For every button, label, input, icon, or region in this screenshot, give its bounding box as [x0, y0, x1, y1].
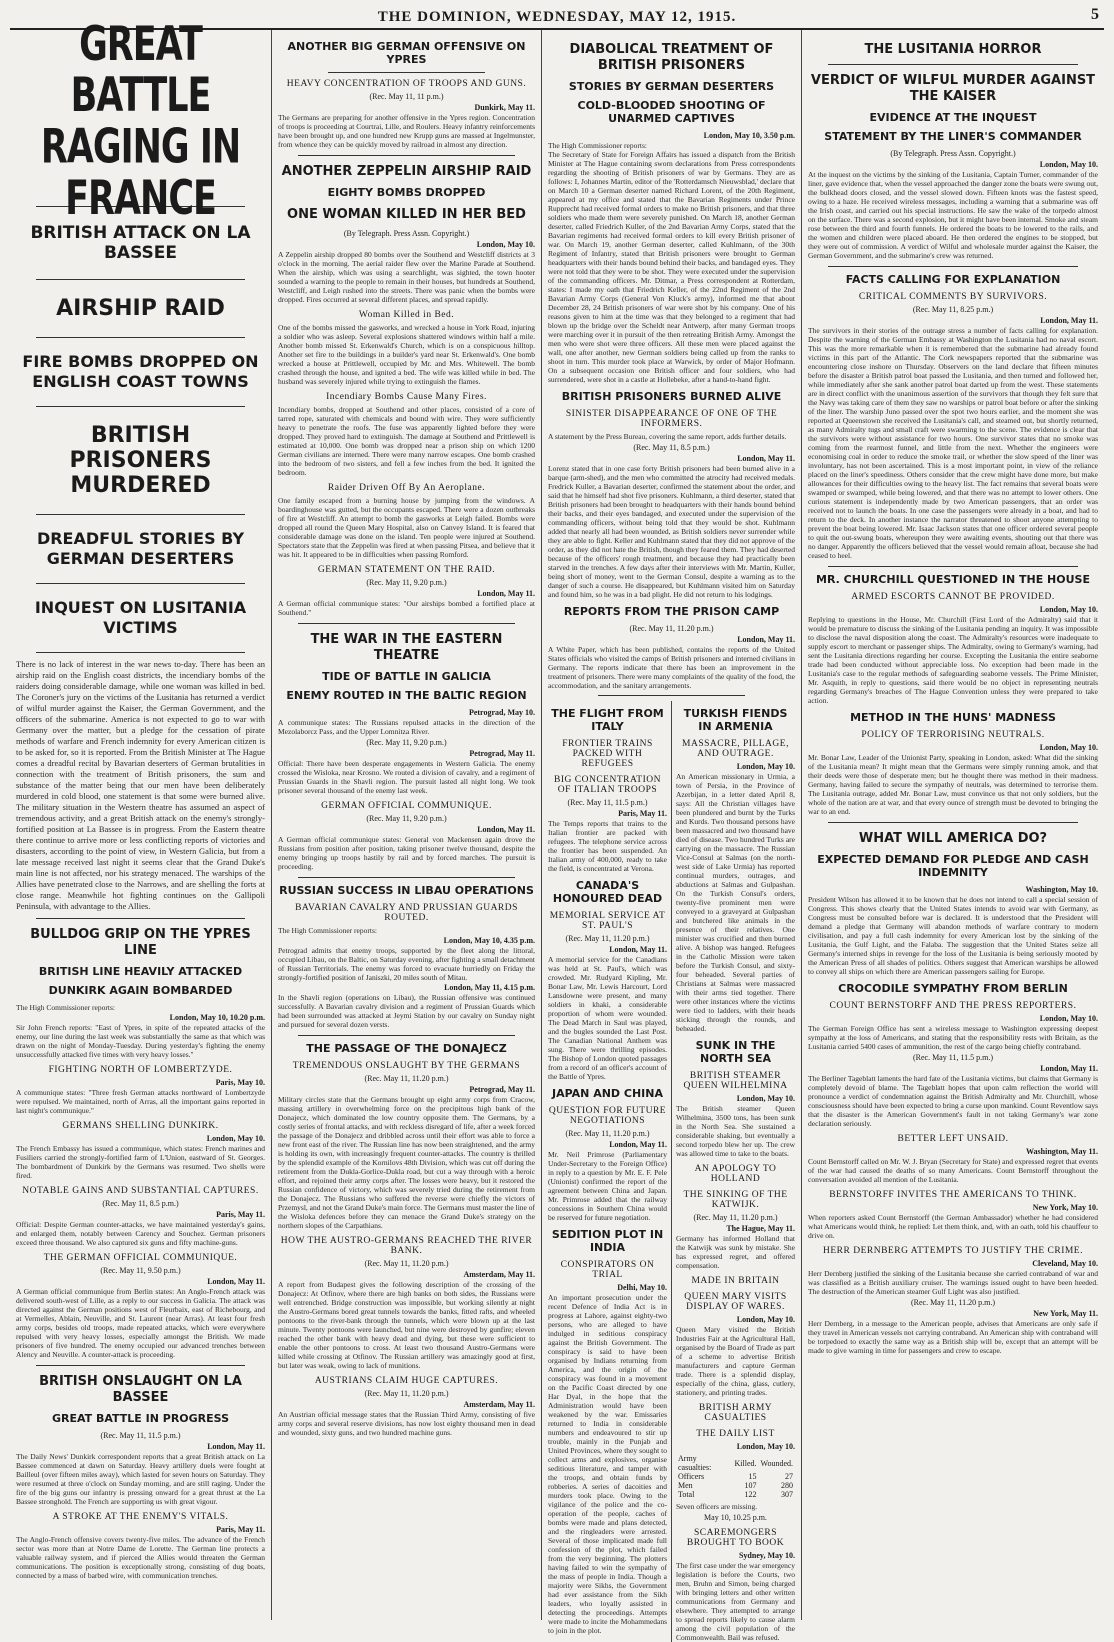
- table-cell: Killed.: [734, 1458, 757, 1468]
- sub-columns: [548, 701, 795, 1642]
- dateline: London, May 10.: [1039, 160, 1098, 169]
- table-header-row: [676, 1454, 795, 1472]
- subhead-lombertzyde: FIGHTING NORTH OF LOMBERTZYDE.: [48, 1065, 233, 1075]
- headline-prisoners-murdered: BRITISH PRISONERS MURDERED: [69, 423, 212, 498]
- article-text: Count Bernstorff called on Mr. W. J. Bryan (Secretary for State) and expressed regret that events of the war had caused the deaths of so many Americans. Count Bernstorff throughout the conversation avoided all mention of the Lusitania.: [808, 1157, 1098, 1184]
- table-cell: Total: [678, 1490, 695, 1499]
- article-text: The first case under the war emergency legislation is before the Courts, two men, Bruhn and Simon, being charged with bringing letters and other written communications from Germany and elsewhere. They attempted to arrange to spread reports likely to cause alarm among the civil population of the Commonwealth. Bail was refused.: [676, 1561, 795, 1642]
- subhead-notable-gains: NOTABLE GAINS AND SUBSTANTIAL CAPTURES.: [22, 1186, 259, 1196]
- dateline: London, May 10.: [736, 1442, 795, 1451]
- dateline: Cleveland, May 10.: [1032, 1259, 1098, 1268]
- source-line: The High Commissioner reports:: [16, 1003, 115, 1012]
- divider: [828, 822, 1078, 823]
- headline-ypres-offensive: ANOTHER BIG GERMAN OFFENSIVE ON YPRES: [287, 40, 526, 66]
- headline-america: WHAT WILL AMERICA DO?: [858, 831, 1048, 846]
- column-2: [272, 30, 542, 1620]
- columns: [10, 18, 1104, 1642]
- article-text: Official: Despite German counter-attacks, we have maintained yesterday's gains, and enlarged them, notably between Carency and Souchez. German prisoners exceed three thousand. We also captured six guns and fifty machine-guns.: [16, 1220, 265, 1247]
- headline-diabolical: DIABOLICAL TREATMENT OF BRITISH PRISONERS: [569, 42, 774, 73]
- dateline: London, May 10.: [476, 240, 535, 249]
- dateline: London, May 11.: [609, 945, 667, 954]
- subhead-dunkirk: DUNKIRK AGAIN BOMBARDED: [48, 984, 233, 997]
- subhead-bernstorff: COUNT BERNSTORFF AND THE PRESS REPORTERS.: [829, 1001, 1077, 1011]
- subhead-daily-list: THE DAILY LIST: [696, 1429, 775, 1439]
- dateline: Sydney, May 10.: [738, 1551, 795, 1560]
- headline-dreadful-stories: DREADFUL STORIES BY GERMAN DESERTERS: [36, 529, 245, 568]
- dateline: London, May 10.: [1039, 605, 1098, 614]
- dateline: London, May 10, 10.20 p.m.: [169, 1013, 265, 1022]
- headline-italy: THE FLIGHT FROM ITALY: [551, 707, 664, 733]
- received-time: (Rec. May 11, 11.20 p.m.): [565, 934, 650, 943]
- dateline: Paris, May 11.: [216, 1525, 265, 1534]
- dateline: Petrograd, May 11.: [469, 1085, 535, 1094]
- dateline: London, May 11.: [1040, 1064, 1098, 1073]
- received-time: (Rec. May 11, 11.20 p.m.): [565, 1129, 650, 1138]
- article-text: An American missionary in Urmia, a town of Persia, in the Province of Azerbijan, in a letter dated April 8, says: All the Christian villages have been plundered and burnt by the Turks and Kurds. Two thousand persons have been massacred and two thousand have died of disease. Two hundred Turks are carrying on the massacre. The Russian Vice-Consul at Salmas (on the north-west side of Lake Urmia) has reported continual murders, outrages, and abductions at Salmas and Gulpashan. On the Turkish Consul's orders, twenty-five prominent men were conveyed to a graveyard at Gulpashan and butchered like animals in the presence of their relatives. One minister was crucified and then burned alive. A bishop was hanged. Refugees in the Catholic Mission were taken before the Turkish Consul, and sixty-four beheaded. Several parties of Christians at Salmas were massacred with their arms tied together. There were other instances where the victims were tied to ladders, with their heads sticking through the rounds, and beheaded.: [676, 772, 795, 1033]
- received-time: (Rec. May 11, 11.20 p.m.): [910, 1298, 996, 1307]
- article-text: The French Embassy has issued a communique, which states: French marines and Fusiliers carried the strongly-fortified farm of L'Union, eastward of St. Georges. The bombardment of Dunkirk by the Germans was resumed. Two shells were fired.: [16, 1144, 265, 1180]
- dateline: London, May 10.: [206, 1134, 265, 1143]
- subhead-german-statement: GERMAN STATEMENT ON THE RAID.: [317, 565, 496, 575]
- dateline: Delhi, May 10.: [617, 1283, 667, 1292]
- article-text: Germany has informed Holland that the Katwijk was sunk by mistake. She has expressed regret, and offered compensation.: [676, 1234, 795, 1270]
- subhead-frontier: FRONTIER TRAINS PACKED WITH REFUGEES: [562, 739, 653, 769]
- subhead-made-in-britain: MADE IN BRITAIN: [691, 1276, 780, 1286]
- table-cell: Officers: [678, 1472, 705, 1481]
- article-text: Petrograd admits that enemy troops, supported by the fleet along the littoral, occupied Libau, on the Baltic, on Saturday evening, after fighting a small detachment of Russian Territorials. The enemy was forced to evacuate hurriedly on Friday the strongly-fortified position of Janiszki, 20 miles south of Mitau.: [278, 946, 535, 982]
- article-text: The German Foreign Office has sent a wireless message to Washington expressing deepest sympathy at the loss of Americans, and stating that the responsibility rests with Britain, as the Lusitania carried 5400 cases of ammunition, the rest of the cargo being chiefly contraband.: [808, 1024, 1098, 1051]
- article-text: Seven officers are missing.: [676, 1502, 758, 1511]
- divider: [36, 337, 245, 338]
- subhead-scaremongers: SCAREMONGERS BROUGHT TO BOOK: [686, 1528, 785, 1548]
- subhead-line-attacked: BRITISH LINE HEAVILY ATTACKED: [38, 965, 243, 978]
- article-text: One family escaped from a burning house by jumping from the windows. A boardinghouse was gutted, but the occupants escaped. There were a dozen outbreaks of fire at Westcliff. An attempt to bomb the gasworks at Leigh failed. Bombs were dropped all round the Queen Mary Hospital, also on Canvey Island. It is feared that considerable damage was done on the island. Ten people were injured at Southend. Spectators state that the Zeppelin was fired at when passing Pitsea, and believe that it was hit. It appeared to be in difficulties when passing Romford.: [278, 496, 535, 559]
- table-cell: 107: [744, 1481, 757, 1490]
- subhead-negotiations: QUESTION FOR FUTURE NEGOTIATIONS: [548, 1106, 667, 1126]
- table-row: [676, 1481, 795, 1490]
- article-text: A report from Budapest gives the following description of the crossing of the Donajecz: At Otfinov, where there are high banks on both sides, the Russians were well entrenched. Bridge construction was impossible, but working silently at night the Austro-Germans bored great tunnels towards the banks, fitted rafts, and wheeled pontoons to the river-bank through the tunnels, which were blown up at the last minute. Twenty pontoons were launched, but nine were destroyed by gunfire; eleven reached the other bank with heavy dead and dying, but these were sufficient to enable the other pontoons to cross. At least two thousand Austro-Germans were killed while crossing at Otfinov. The Russian artillery was amazingly good at first, but later was weak, owing to lack of munitions.: [278, 1280, 535, 1370]
- dateline: London, May 11, 4.15 p.m.: [444, 983, 535, 992]
- divider: [598, 695, 745, 696]
- column-4: [802, 30, 1104, 1620]
- dateline: Dunkirk, May 11.: [474, 103, 535, 112]
- subhead-galicia: TIDE OF BATTLE IN GALICIA: [322, 670, 491, 683]
- article-text: Sir John French reports: "East of Ypres, in spite of the repeated attacks of the enemy, our line during the last week was substantially the same as that which was drawn on the night of Monday-Tuesday. During yesterday's fighting the enemy unsuccessfully attacked five times with very heavy losses.": [16, 1023, 265, 1059]
- dateline: London, May 10.: [736, 1094, 795, 1103]
- headline-lusitania-horror: THE LUSITANIA HORROR: [864, 42, 1042, 57]
- article-text: The Germans are preparing for another offensive in the Ypres region. Concentration of troops is proceeding at Courtrai, Lille, and Roulers. Heavy infantry reinforcements have been brought up, and one hundred new Krupp guns are massed at Ingelmunster, from whence they can be quickly moved by railroad in almost any direction.: [278, 113, 535, 149]
- subhead-expected: EXPECTED DEMAND FOR PLEDGE AND CASH INDEMNITY: [817, 853, 1089, 879]
- divider: [298, 155, 515, 156]
- article-text: In the Shavli region (operations on Libau), the Russian offensive was continued successfully. A Bavarian cavalry division and a regiment of Prussian Guards which had been surrounded was attacked at Jeymi Station by our cavalry on Sunday night and pursued for several dozen versts.: [278, 993, 535, 1029]
- subhead-german-official: GERMAN OFFICIAL COMMUNIQUE.: [321, 801, 492, 811]
- received-time: (Rec. May 11, 8.25 p.m.): [912, 305, 994, 314]
- dateline: London, May 11.: [737, 635, 795, 644]
- subhead-concentration: HEAVY CONCENTRATION OF TROOPS AND GUNS.: [286, 79, 527, 89]
- article-text: A Zeppelin airship dropped 80 bombs over the Southend and Westcliff districts at 3 o'clock in the morning. The aerial raider flew over the Marine Parade at Southend. When the airship, which was using a searchlight, was sighted, the town hooter sounded a warning to the people to remain in their houses, but hundreds at Southend, Westcliff, and Leigh rushed into the streets. There was panic when the bombs were dropped. Fires occurred at several different places, and spread rapidly.: [278, 250, 535, 304]
- subhead-massacre: MASSACRE, PILLAGE, AND OUTRAGE.: [682, 739, 789, 759]
- article-text: Replying to questions in the House, Mr. Churchill (First Lord of the Admiralty) said that it would be premature to discuss the sinking of the Lusitania pending an inquiry. It was impossible to disclose the naval disposition along the coast. The Admiralty's resources were inadequate to supply escort to merchant or passenger ships. The Admiralty, owing to Germany's warning, had sent the Lusitania directions regarding her course. Excepting the Lusitania the entire seaborne trade had been conducted without appreciable loss. No exception had been made in the Lusitania's case to the regular methods of safeguarding seaborne vessels. The Prime Minister, Mr. Asquith, in reply to questions, said there would be no object in representing neutrals regarding Germany's breaches of The Hague Convention unless they were prepared to take action.: [808, 615, 1098, 705]
- dateline: London, May 11.: [477, 825, 535, 834]
- dateline: Petrograd, May 11.: [469, 749, 535, 758]
- received-time: (Rec. May 11, 9.20 p.m.): [366, 578, 447, 587]
- subhead-katwijk: THE SINKING OF THE KATWIJK.: [683, 1190, 788, 1210]
- article-text: The Temps reports that trains to the Italian frontier are packed with refugees. The telephone service across the frontier has been suspended. An Italian army of 400,000, ready to take the field, is concentrated at Verona.: [548, 819, 667, 873]
- headline-airship-raid: AIRSHIP RAID: [56, 296, 225, 321]
- subhead-army-casualties: BRITISH ARMY CASUALTIES: [698, 1403, 773, 1423]
- article-text: The survivors in their stories of the outrage stress a number of facts calling for explanation. Despite the warning of the German Embassy at Washington the Lusitania had no naval escort. This was the more remarkable when it is remembered that the submarine had already found victims in this part of the Atlantic. The Cork newspapers reported that the submarine was encountering close inshore on Thursday. Observers on the land declare that fifteen minutes before the disaster a British patrol boat passed the Lusitania, and then turned and followed her, while immediately after she sank another patrol boat darted up from the west. These statements are in direct conflict with the unanimous assertion of the survivors that though they felt sure that the Navy was taking care of them they saw no warships or patrol boat before or after the sinking of the liner. The warship Juno passed over the spot two hours earlier, and the moment she was reported at Queenstown she received the Lusitania's call, and steamed out, but shortly returned, as many Admiralty tugs and small craft were swarming to the scene. The evidence is clear that the survivors were without assistance for two hours. One survivor states that no smoke was coming from the rearmost funnel, and little from the next. Whether the engineers were economising coal in order to reduce the smoke trail, or whether the slow speed of the liner was involuntary, has not been ascertained. This is a most important point, in view of the reliance placed on the liner's speediness. Others consider that the crew might have done more, but make allowances for their difficulties owing to the heavy list. The fact remains that several boats were swamped or swamped, while being lowered, and that there was no attempt to lower others. One curious statement is independently made by two American passengers, that an order was received not to launch the boats. In one case the passengers were already in a boat, and had to return to the deck. In another instance the narrator threatened to shoot anyone attempting to prevent the boat being lowered. Mr. Isaac Jackson states that one officer ordered several people to quit the out-swung boats, whereupon they were awaiting events, shouting out that there was no danger. Apparently the officers believed that the vessel would remain afloat, because she had ceased to heel.: [808, 326, 1098, 560]
- dateline: London, May 11.: [477, 589, 535, 598]
- headline-turkish: TURKISH FIENDS IN ARMENIA: [683, 707, 788, 733]
- subhead-critical: CRITICAL COMMENTS BY SURVIVORS.: [858, 292, 1048, 302]
- article-text: At the inquest on the victims by the sinking of the Lusitania, Captain Turner, commander of the liner, gave evidence that, when the vessel approached the danger zone the boats were swung out, the bulkhead doors closed, and the vessel slowed down. Fifteen knots was the fastest speed, owing to a haze. He received wireless messages, including a warning that a submarine was off the Irish coast, and carried out his special instructions. He saw the wake of the torpedo almost on the surface. There was a second explosion, but it might have been internal. Smoke and steam rose between the third and fourth funnels. He ordered the boats to be lowered to the rails, and the women and children were placed aboard. He then ordered the engines to be stopped, but they were out of commission. A verdict of Wilful and wholesale murder against the Kaiser, the German Government, and the submarine's crew was returned.: [808, 170, 1099, 260]
- article-text: Incendiary bombs, dropped at Southend and other places, consisted of a core of tarred rope, saturated with chemicals and bound with wire. They were sufficiently heavy to penetrate the roofs. The fuse was apparently lighted before they were dropped. They proved hard to extinguish. The damage at Southend and Prittlewell is estimated at 10,000. One bomb was dropped near a prison ship on which 1200 German civilians are interned. There were many narrow escapes. One bomb crashed into the bedroom of two sisters, and fell a few inches from the bed. It ignited the bedroom.: [278, 405, 535, 477]
- headline-bulldog-grip: BULLDOG GRIP ON THE YPRES LINE: [30, 927, 251, 958]
- table-cell: Men: [678, 1481, 693, 1490]
- dateline: London, May 11.: [207, 1277, 265, 1286]
- subhead-better-unsaid: BETTER LEFT UNSAID.: [897, 1134, 1009, 1144]
- received-time: (Rec. May 11, 11.5 p.m.): [912, 1053, 994, 1062]
- received-time: (Rec. May 11, 11 p.m.): [369, 92, 444, 101]
- headline-sedition: SEDITION PLOT IN INDIA: [551, 1228, 664, 1254]
- article-text: The Berliner Tageblatt laments the hard fate of the Lusitania victims, but claims that Germany is completely devoid of blame. The Tageblatt hopes that upon calm reflection the world will pronounce a verdict of condemnation against the British Admiralty and Mr. Churchill, whose consciousness should have been expected to bring a curse upon mankind. Count Reventlow says that the disaster is the American Government's fault in not taking Germany's war zone declaration seriously.: [808, 1074, 1098, 1128]
- subhead-stroke: A STROKE AT THE ENEMY'S VITALS.: [52, 1512, 229, 1522]
- subhead-baltic: ENEMY ROUTED IN THE BALTIC REGION: [286, 689, 527, 702]
- headline-la-bassee: BRITISH ATTACK ON LA BASSEE: [30, 223, 251, 263]
- headline-onslaught: BRITISH ONSLAUGHT ON LA BASSEE: [39, 1374, 242, 1405]
- headline-donajecz: THE PASSAGE OF THE DONAJECZ: [306, 1042, 507, 1055]
- intro-paragraph: There is no lack of interest in the war news to-day. There has been an airship raid on the English coast districts, the incendiary bombs of the raiders doing considerable damage, while one woman was killed in bed. The Coroner's jury on the victims of the Lusitania has returned a verdict of wilful murder against the Kaiser, the German Government, and the officers of the submarine. America is not expected to go to war with Germany over the matter, but a pledge for the cessation of pirate methods of warfare and French indemnity for every American citizen is to be asked for, so it is reported. From the British Minister at The Hague comes a dreadful recital by Bavarian deserters of German brutalities in connection with the treatment of British prisoners, the sum and substance of the matter being that our men have been deliberately murdered in cold blood, one statement is that some were burned alive. The military situation in the Western theatre has assumed an aspect of tremendous activity, and a great British attack on the enemy's strongly-fortified position at La Bassee is in progress. From the Eastern theatre there continue to arrive more or less conflicting reports of victories and disasters, according to the point of view, in Western Galicia, but from a late message received last night it seems clear that the Grand Duke's main line is not affected, nor his strategy menaced. The warships of the Allies have penetrated close to the Narrows, and are shelling the forts at close range. Meanwhile hot fighting continues on the Gallipoli Peninsula, with advantage to the Allies.: [16, 659, 265, 911]
- received-time: (Rec. May 11, 8.5 p.m.): [633, 443, 710, 452]
- subhead-austrians: AUSTRIANS CLAIM HUGE CAPTURES.: [314, 1376, 499, 1386]
- table-cell: 122: [744, 1490, 757, 1499]
- headline-facts: FACTS CALLING FOR EXPLANATION: [845, 273, 1061, 286]
- headline-crocodile: CROCODILE SYMPATHY FROM BERLIN: [838, 982, 1068, 995]
- headline-fire-bombs: FIRE BOMBS DROPPED ON ENGLISH COAST TOWNS: [22, 352, 259, 391]
- subhead-apology: AN APOLOGY TO HOLLAND: [694, 1164, 777, 1184]
- received-time: (Rec. May 11, 9.20 p.m.): [366, 814, 447, 823]
- headline-libau: RUSSIAN SUCCESS IN LIBAU OPERATIONS: [279, 884, 534, 897]
- table-cell: 27: [785, 1472, 793, 1481]
- article-text: The Secretary of State for Foreign Affairs has issued a dispatch from the British Minister at The Hague containing sworn declarations from Press correspondents regarding the shooting of British prisoners of war by Germans. They are as follows: I, Johannes Martin, editor of the 'Rotterdamsch Nieuwsblad,' declare that on March 10 a German deserter named Richard Lorent, of the 20th Regiment, appeared at my office and stated that the Bavarian Regiments under Prince Rupprecht had received formal orders to make no British prisoners, and that three soldiers who made them were severely punished. On March 18, another German deserter, called Friedrich Kuller, of the 2nd Bavarian Army Corps, stated that the Bavarian regiments had received formal orders to kill every British prisoner of war. On March 19, another German deserter, called Kuhlmann, of the 30th Regiment of Infantry, stated that British prisoners were brought to German headquarters with their hands bound behind their backs, and bandaged eyes. They were not told that they were to be shot. They were executed under the supervision of the commanding officers. Mr. Ditmar, a Press correspondent at Rotterdam, states: I made my oath that Friedrich Keller, of the 22nd Regiment of the 2nd Bavarian Army Corps (General Von Kluck's army), informed me that about December 28, 24 British prisoners of war were shot by his company. One of his reasons given to him at the time was that they belonged to a regiment that had blown up the bridge over the Scheldt near Antwerp, after many German troops were marching over it in pursuit of the then retreating British Army. Amongst the men who were shot were three officers. All these men were placed against the wall, one after another, new German soldiers being called up from the ranks to shoot in turn. This murder took place at Warwick, by order of Major Hofmann. On a subsequent occasion one British officer and four soldiers, who had surrendered, were shot in a castle at Hollebeke, after a hand-to-hand fight.: [548, 150, 795, 384]
- article-text: Herr Dernberg justified the sinking of the Lusitania because she carried contraband of war and was classified as a British auxiliary cruiser. The warnings issued ought to have been heeded. The destruction of the American steamer Gulf Light was also justified.: [808, 1269, 1098, 1296]
- article-text: Herr Dernberg, in a message to the American people, advises that Americans are only safe if they travel in American vessels not carrying contraband. An American ship with contraband will be torpedoed to exactly the same way as a British ship will be, except that an attempt will be made to give warning in time for passengers and crew to escape.: [808, 1319, 1098, 1355]
- article-text: Military circles state that the Germans brought up eight army corps from Cracow, massing artillery in overwhelming force on the precipitous high bank of the Donajecz, which dominated the low country opposite them. The Germans, by a costly series of frontal attacks, and with reckless disregard of life, after a week forced the passage of the Donajecz and dribbled across until their effort was able to force a new front east of the river. The Russian line has now been straightened, and the army is holding its own, with increasingly frequent counter-attacks. The country is thrilled by the splendid example of the Kornilovs 48th Division, which was cut off during the retirement from the Dukla-Gorlice-Dukla road, but cut a way through with a heroic effort, and rejoined their army corps after. The losses were heavy, but it restored the Russian confidence of victory, which was severely tried during the retirement from the Donajecz. The Russians who suffered the reverse were chiefly the victors of Przemysl, and not the Grand Duke's main force. The Germans must master the line of the Wisloka defences before they can menace the Grand Duke's strategy on the northern slopes of the Carpathians.: [278, 1095, 535, 1230]
- table-cell: 15: [748, 1472, 757, 1481]
- subhead-memorial: MEMORIAL SERVICE AT ST. PAUL'S: [549, 911, 666, 931]
- headline-eastern-theatre: THE WAR IN THE EASTERN THEATRE: [310, 632, 503, 663]
- received-time: (Rec. May 11, 11.20 p.m.): [693, 1213, 778, 1222]
- column-3: [542, 30, 802, 1642]
- dateline: London, May 11.: [207, 1442, 265, 1451]
- headline-north-sea: SUNK IN THE NORTH SEA: [695, 1039, 776, 1065]
- subhead-wilhelmina: BRITISH STEAMER QUEEN WILHELMINA: [683, 1071, 788, 1091]
- article-text: An important prosecution under the recent Defence of India Act is in progress at Lahore, against eighty-two persons, who are alleged to have indulged in seditious conspiracy against the British Government. The conspiracy is said to have been organised by Indians returning from America, and the origin of the conspiracy was found in a movement on the Pacific Coast directed by one Har Dyal, in the hope that the Administration would have been weakened by the war. Emissaries returned to India in considerable numbers and endeavoured to stir up trouble, mainly in the Punjab and United Provinces, where they sought to collect arms and explosives, organise seditious literature, and tamper with the troops, and obtain funds by robberies. A series of dacoities and murders took place. Owing to the vigilance of the police and the co-operation of the people, caches of bombs were made and plans detected, and the ringleaders were arrested. Several of those implicated made full confession of the plot, which failed from the very beginning. The plotters having failed to win the sympathy of the mass of people in India. Though a majority were Sikhs, the Government had ever assistance from the Sikh leaders, who loyally assisted in detecting the proceedings. Attempts were made to incite the Mohammedans to join in the plot.: [548, 1293, 667, 1635]
- article-text: A German official communique states: "Our airships bombed a fortified place at Southend.": [278, 599, 535, 617]
- subhead-stories: STORIES BY GERMAN DESERTERS: [568, 80, 775, 93]
- dateline: London, May 10, 3.50 p.m.: [703, 131, 795, 140]
- column-1: [10, 18, 272, 1620]
- received-time: (Rec. May 11, 8.5 p.m.): [102, 1199, 179, 1208]
- dateline: Amsterdam, May 11.: [463, 1270, 535, 1279]
- subhead-progress: GREAT BATTLE IN PROGRESS: [51, 1412, 230, 1425]
- divider: [36, 583, 245, 584]
- subhead-policy: POLICY OF TERRORISING NEUTRALS.: [861, 730, 1045, 740]
- divider: [36, 279, 245, 280]
- dateline: London, May 11.: [1040, 316, 1098, 325]
- subhead-armed-escorts: ARMED ESCORTS CANNOT BE PROVIDED.: [851, 592, 1055, 602]
- headline-burned-alive: BRITISH PRISONERS BURNED ALIVE: [561, 390, 782, 403]
- subhead-woman-killed: ONE WOMAN KILLED IN HER BED: [287, 207, 526, 222]
- dateline: The Hague, May 11.: [726, 1224, 795, 1233]
- headline-japan-china: JAPAN AND CHINA: [552, 1087, 663, 1100]
- headline-verdict: VERDICT OF WILFUL MURDER AGAINST THE KAISER: [810, 73, 1096, 104]
- received-time: May 10, 10.25 p.m.: [704, 1513, 767, 1522]
- subhead-queen-mary: QUEEN MARY VISITS DISPLAY OF WARES.: [684, 1292, 787, 1312]
- divider: [36, 514, 245, 515]
- divider: [36, 652, 245, 653]
- article-text: A German official communique from Berlin states: An Anglo-French attack was delivered south-west of Lille, as a reply to our success in Galicia. The attack was directed against the German positions west of Fleurbaix, east of Richebourg, and at Vermelles, Ablain, Neuville, and St. Laurent (near Arras). At least four fresh army corps, besides old troops, made repeated attacks, which were everywhere repulsed with very heavy losses, especially amongst the British. We made prisoners of five hundred. The enemy occupied our advanced trenches between Alency and Neuville. A counter-attack is proceeding.: [16, 1287, 265, 1359]
- divider: [828, 266, 1078, 267]
- subhead-german-communique: THE GERMAN OFFICIAL COMMUNIQUE.: [43, 1253, 238, 1263]
- headline-churchill: MR. CHURCHILL QUESTIONED IN THE HOUSE: [816, 573, 1090, 586]
- received-time: (Rec. May 11, 11.20 p.m.): [629, 624, 714, 633]
- sub-column-right: [672, 701, 795, 1642]
- table-cell: Army casualties:: [678, 1454, 712, 1472]
- dateline: New York, May 11.: [1033, 1309, 1098, 1318]
- subhead-statement: STATEMENT BY THE LINER'S COMMANDER: [824, 130, 1082, 143]
- divider: [328, 72, 485, 73]
- masthead-title: THE DOMINION, WEDNESDAY, MAY 12, 1915.: [377, 8, 737, 25]
- headline-great-battle: GREAT BATTLE RAGING IN FRANCE: [40, 18, 241, 226]
- article-text: A White Paper, which has been published, contains the reports of the United States officials who visited the camps of British prisoners and interned civilians in Germany. The reports indicate that there has been an improvement in the treatment of prisoners. There were many complaints of the quality of the food, the accommodation, and the sanitary arrangements.: [548, 645, 795, 690]
- received-time: (Rec. May 11, 9.50 p.m.): [100, 1266, 181, 1275]
- article-text: One of the bombs missed the gasworks, and wrecked a house in York Road, injuring a soldier who was asleep. Several explosions shattered windows within half a mile. Another bomb missed St. Erkenwald's Church, which is on a conspicuous hilltop. Another set fire to the buildings in a builder's yard near St. Erkenwald's. One bomb wrecked a house at Prittlewell, occupied by Mr. and Mrs. Whitewell. The bomb crashed through the house, and ignited a bed. The wife was killed while in bed. The husband was severely injured while trying to extinguish the flames.: [278, 323, 535, 386]
- page-number: 5: [1091, 6, 1100, 23]
- article-text: A communique states: The Russians repulsed attacks in the direction of the Mezolaborcz Pass, and the Upper Lomnitza River.: [278, 718, 535, 736]
- subhead-bavarian: BAVARIAN CAVALRY AND PRUSSIAN GUARDS ROUTED.: [295, 903, 518, 923]
- dateline: Petrograd, May 10.: [468, 708, 535, 717]
- table-row: [676, 1490, 795, 1499]
- casualties-table: [676, 1454, 795, 1499]
- divider: [298, 877, 515, 878]
- received-time: (Rec. May 11, 9.20 p.m.): [366, 738, 447, 747]
- dateline: London, May 11.: [737, 454, 795, 463]
- headline-prison-camp: REPORTS FROM THE PRISON CAMP: [563, 605, 780, 618]
- dateline: Washington, May 11.: [1025, 1147, 1098, 1156]
- article-text: A communique states: "Three fresh German attacks northward of Lombertzyde were repulsed. We maintained, north of Arras, all the important gains reported in last night's communique.": [16, 1088, 265, 1115]
- article-text: When reporters asked Count Bernstorff (the German Ambassador) whether he had considered what Americans would think, he replied: Let them think, and, with an oath, told his chauffeur to drive on.: [808, 1213, 1098, 1240]
- received-time: (Rec. May 11, 11.20 p.m.): [364, 1074, 449, 1083]
- dateline: New York, May 10.: [1032, 1203, 1098, 1212]
- subhead-cold-blooded: COLD-BLOODED SHOOTING OF UNARMED CAPTIVES: [577, 99, 766, 125]
- dateline: London, May 10, 4.35 p.m.: [443, 936, 535, 945]
- dateline: London, May 10.: [1039, 743, 1098, 752]
- article-text: Mr. Neil Primrose (Parliamentary Under-Secretary to the Foreign Office) in reply to a question by Mr. E. F. Pele (Unionist) confirmed the report of the agreement between China and Japan. Mr. Primrose added that the railway concessions in Southern China would be reserved for future negotiation.: [548, 1150, 667, 1222]
- divider: [828, 566, 1078, 567]
- article-text: Lorenz stated that in one case forty British prisoners had been burned alive in a barque (arm-shed), and the men who committed the atrocity had received medals. Fredrick Kuller, a Bavarian deserter, confirmed the statement about the order, and said that he himself had shot five prisoners. Kuhlmann, a third deserter, stated that British prisoners had been brought to headquarters with their hands bound behind their backs, and their eyes bandaged, and executed under the supervision of the commanding officers, without being told that they would be shot. Kuhlmann added that nearly all had been wounded, as British soldiers never surrender while they are able to fight. Keller and Kuhlmann stated that they did not approve of the order, as they did not hate the British, though they feared them. They had deserted because of the officers' rough treatment, and because they had practically been starved in the trenches. A few days after their interviews with Mr. Martin, Kuller, being short of money, went to the German Consul, despite a warning as to the danger of such a course. He disappeared, but Kuhlmann visited him on Saturday and found him, so he was in a bad plight. He did not return to his lodgings.: [548, 464, 795, 599]
- subhead-eighty-bombs: EIGHTY BOMBS DROPPED: [327, 186, 486, 199]
- dateline: Paris, May 11.: [618, 809, 667, 818]
- divider: [36, 406, 245, 407]
- divider: [828, 64, 1078, 65]
- article-text: Official: There have been desperate engagements in Western Galicia. The enemy crossed the Wisloka, near Krosno. We routed a division of cavalry, and a regiment of Prussian Guards in the Shavli region. The pursuit lasted all night long. We took prisoner several thousand of the enemy last week.: [278, 759, 535, 795]
- received-time: (Rec. May 11, 11.20 p.m.): [364, 1259, 449, 1268]
- subhead-invites: BERNSTORFF INVITES THE AMERICANS TO THINK.: [829, 1190, 1077, 1200]
- subhead-big-concentration: BIG CONCENTRATION OF ITALIAN TROOPS: [554, 775, 661, 795]
- subhead-river-bank: HOW THE AUSTRO-GERMANS REACHED THE RIVER BANK.: [280, 1236, 533, 1256]
- subhead-conspirators: CONSPIRATORS ON TRIAL: [560, 1260, 655, 1280]
- divider: [36, 1365, 245, 1366]
- headline-method: METHOD IN THE HUNS' MADNESS: [850, 711, 1056, 724]
- copyright-line: (By Telegraph. Press Assn. Copyright.): [343, 229, 470, 238]
- dateline: London, May 10.: [736, 762, 795, 771]
- source-line: The High Commissioner reports:: [548, 141, 647, 150]
- dateline: Paris, May 10.: [215, 1078, 265, 1087]
- headline-inquest: INQUEST ON LUSITANIA VICTIMS: [34, 598, 247, 637]
- table-cell: 280: [781, 1481, 793, 1490]
- dateline: Amsterdam, May 11.: [463, 1400, 535, 1409]
- article-text: An Austrian official message states that the Russian Third Army, consisting of five army corps and several reserve divisions, has now lost eighty thousand men in dead and wounded, sixty guns, and two hundred machine guns.: [278, 1410, 535, 1437]
- article-text: The Daily News' Dunkirk correspondent reports that a great British attack on La Bassee commenced at dawn on Saturday. Heavy artillery duels were fought at Bailleul (over fifteen miles away), which lasted for seven hours on Saturday. They were resumed at three o'clock on Sunday morning, and are still raging. Under the fire of the big guns our infantry is pressing onward for a great thrust at the La Bassee stronghold. The French are supporting us with great vigour.: [16, 1452, 265, 1506]
- article-text: President Wilson has allowed it to be known that he does not intend to call a special session of Congress. This shows clearly that the United States intends to avoid war with Germany, as Congress must be consulted before war is declared. It is understood that the President will demand a pledge that Germany will abandon methods of warfare contrary to modern civilisation, and pay a full cash indemnity for every American lost by the sinking of the Lusitania, the Gulf Light, and the Falaba. The suggestion that the United States seize all Germany's interned ships in revenge for the loss of the Lusitania is being seriously mooted by the American Press of all shades of politics. Others suggest that American warships be allowed to convey all ships on which there are American passengers sailing for Europe.: [808, 895, 1098, 976]
- table-row: [676, 1472, 795, 1481]
- subhead-evidence: EVIDENCE AT THE INQUEST: [869, 111, 1037, 124]
- article-text: The Anglo-French offensive covers twenty-five miles. The advance of the French sector was more than at Notre Dame de Lorette. The German line protects a valuable railway system, and if pierced the Allies would threaten the German communications. The position is exceptionally strong, consisting of dug boats, connected by a mass of barbed wire, with communication trenches.: [16, 1535, 265, 1580]
- article-text: Queen Mary visited the British Industries Fair at the Agricultural Hall, organised by the Board of Trade as part of a scheme to advertise British manufacturers and capture German trade. There is a splendid display, especially of the china, glass, cutlery, stationery, and printing trades.: [676, 1325, 795, 1397]
- headline-zeppelin: ANOTHER ZEPPELIN AIRSHIP RAID: [281, 164, 532, 179]
- divider: [298, 1035, 515, 1036]
- article-text: A memorial service for the Canadians was held at St. Paul's, which was crowded. Mr. Rudyard Kipling, Mr. Bonar Law, Mr. Lewis Harcourt, Lord Lansdowne were present, and many soldiers in khaki, a considerable proportion of whom were wounded. The Dead March in Saul was played, and the bugles sounded the Last Post. The Canadian National Anthem was sung. There were thrilling episodes. The Bishop of London quoted passages from a record of an officer's account of the Battle of Ypres.: [548, 955, 667, 1081]
- table-cell: Wounded.: [760, 1458, 793, 1468]
- divider: [298, 623, 515, 624]
- subhead-raider-driven: Raider Driven Off By An Aeroplane.: [327, 483, 486, 493]
- received-time: (Rec. May 11, 11.5 p.m.): [567, 798, 648, 807]
- article-text: The British steamer Queen Wilhelmina, 3500 tons, has been sunk in the North Sea. She sustained a considerable shaking, but eventually a second torpedo blew her up. The crew was allowed time to take to the boats.: [676, 1104, 795, 1158]
- article-text: Mr. Bonar Law, Leader of the Unionist Party, speaking in London, asked: What did the sinking of the Lusitania mean? It might mean that the Germans were simply running amok, and that their deeds were those of desperate men; but he thought there was method in their madness. Germany, having failed to secure the sympathy of neutrals, was determined to terrorise them. The Lusitania outrage, added Mr. Bonar Law, must convince us that not only soldiers, but the whole of the nation are at war, and that every ounce of strength must be devoted to bringing the war to an end.: [808, 753, 1098, 816]
- article-text: A statement by the Press Bureau, covering the same report, adds further details.: [548, 432, 787, 441]
- sub-column-left: [548, 701, 672, 1642]
- received-time: (Rec. May 11, 11.5 p.m.): [100, 1431, 181, 1440]
- dateline: Paris, May 11.: [216, 1210, 265, 1219]
- source-line: The High Commissioner reports:: [278, 926, 377, 935]
- dateline: London, May 10.: [736, 1315, 795, 1324]
- article-text: A German official communique states: General von Mackensen again drove the Russians from position after position, taking prisoner twelve thousand, despite the enemy bringing up troops hastily by rail and by forced marches. The pursuit is proceeding.: [278, 835, 535, 871]
- subhead-dernberg: HERR DERNBERG ATTEMPTS TO JUSTIFY THE CRIME.: [823, 1246, 1083, 1256]
- received-time: (Rec. May 11, 11.20 p.m.): [364, 1389, 449, 1398]
- subhead-shelling: GERMANS SHELLING DUNKIRK.: [62, 1121, 219, 1131]
- dateline: London, May 10.: [1039, 1014, 1098, 1023]
- dateline: London, May 11.: [609, 1140, 667, 1149]
- subhead-sinister: SINISTER DISAPPEARANCE OF ONE OF THE INFORMERS.: [565, 409, 778, 429]
- subhead-incendiary: Incendiary Bombs Cause Many Fires.: [326, 392, 487, 402]
- subhead-woman-bed: Woman Killed in Bed.: [358, 310, 455, 320]
- table-cell: 307: [781, 1490, 793, 1499]
- divider: [36, 918, 245, 919]
- copyright-line: (By Telegraph. Press Assn. Copyright.): [890, 149, 1016, 158]
- dateline: Washington, May 10.: [1025, 885, 1098, 894]
- subhead-tremendous: TREMENDOUS ONSLAUGHT BY THE GERMANS: [292, 1061, 521, 1071]
- headline-canada: CANADA'S HONOURED DEAD: [552, 879, 663, 905]
